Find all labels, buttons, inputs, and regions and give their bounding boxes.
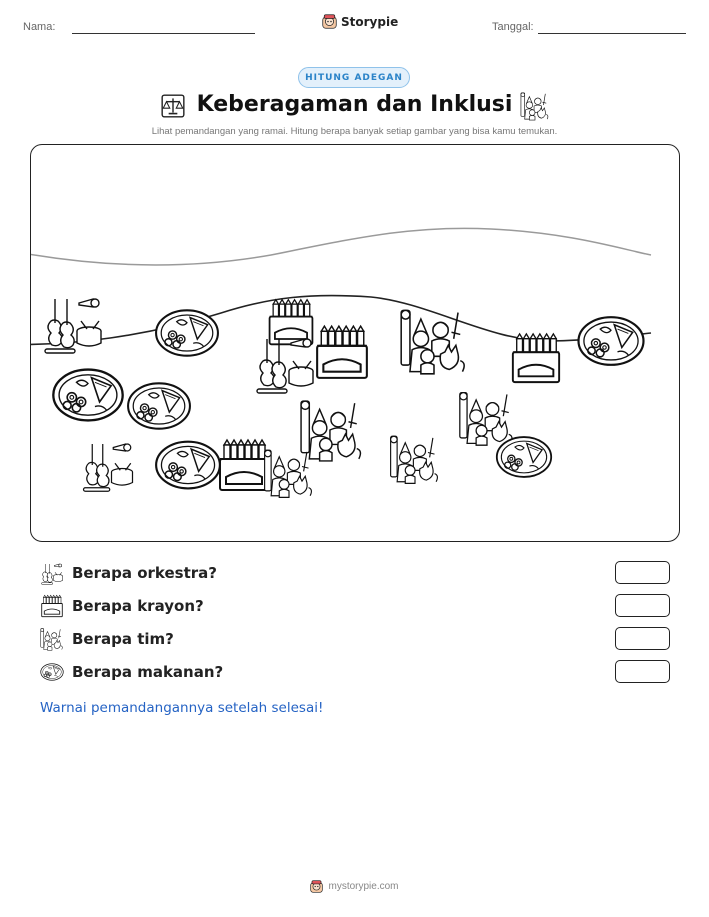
team-title-icon (520, 91, 550, 121)
question-food (40, 659, 670, 685)
date-label: Tanggal: (492, 21, 534, 33)
crayon-icon (40, 594, 64, 618)
activity-badge: HITUNG ADEGAN (298, 67, 410, 88)
question-label: Berapa tim? (72, 630, 174, 648)
orchestra-picture (79, 437, 137, 493)
coloring-note: Warnai pemandangannya setelah selesai! (40, 700, 324, 716)
name-label: Nama: (23, 21, 56, 33)
brand-logo (322, 14, 398, 29)
team-picture (263, 447, 315, 499)
question-team (40, 626, 670, 652)
food-plate-picture (154, 437, 222, 493)
team-picture (399, 305, 469, 377)
answer-box-orchestra[interactable] (615, 561, 670, 584)
question-label: Berapa makanan? (72, 663, 224, 681)
question-label: Berapa krayon? (72, 597, 204, 615)
orchestra-icon (40, 561, 64, 585)
counting-scene (30, 144, 680, 542)
team-icon (40, 627, 64, 651)
team-picture (389, 433, 441, 485)
storypie-logo-icon (322, 14, 337, 29)
storypie-logo-icon (310, 880, 323, 893)
question-crayon (40, 593, 670, 619)
food-plate-picture (126, 379, 192, 433)
ground-line-back (30, 228, 651, 265)
crayon-box-picture (313, 323, 371, 381)
name-line[interactable] (72, 33, 255, 34)
food-plate-picture (51, 367, 125, 423)
food-plate-icon (40, 660, 64, 684)
food-plate-picture (495, 435, 553, 479)
question-label: Berapa orkestra? (72, 564, 217, 582)
footer-site-url[interactable]: mystorypie.com (328, 881, 399, 892)
food-plate-picture (154, 308, 220, 358)
date-line[interactable] (538, 33, 686, 34)
brand-name: Storypie (341, 14, 399, 29)
orchestra-picture (41, 291, 105, 355)
answer-box-crayon[interactable] (615, 594, 670, 617)
answer-box-team[interactable] (615, 627, 670, 650)
footer (0, 880, 709, 893)
instructions: Lihat pemandangan yang ramai. Hitung berapa banyak setiap gambar yang bisa kamu temukan. (151, 126, 558, 137)
page-title: Keberagaman dan Inklusi (196, 92, 513, 117)
question-orchestra (40, 560, 670, 586)
answer-box-food[interactable] (615, 660, 670, 683)
food-plate-picture (576, 315, 646, 367)
orchestra-picture (249, 331, 321, 395)
crayon-box-picture (509, 331, 563, 385)
